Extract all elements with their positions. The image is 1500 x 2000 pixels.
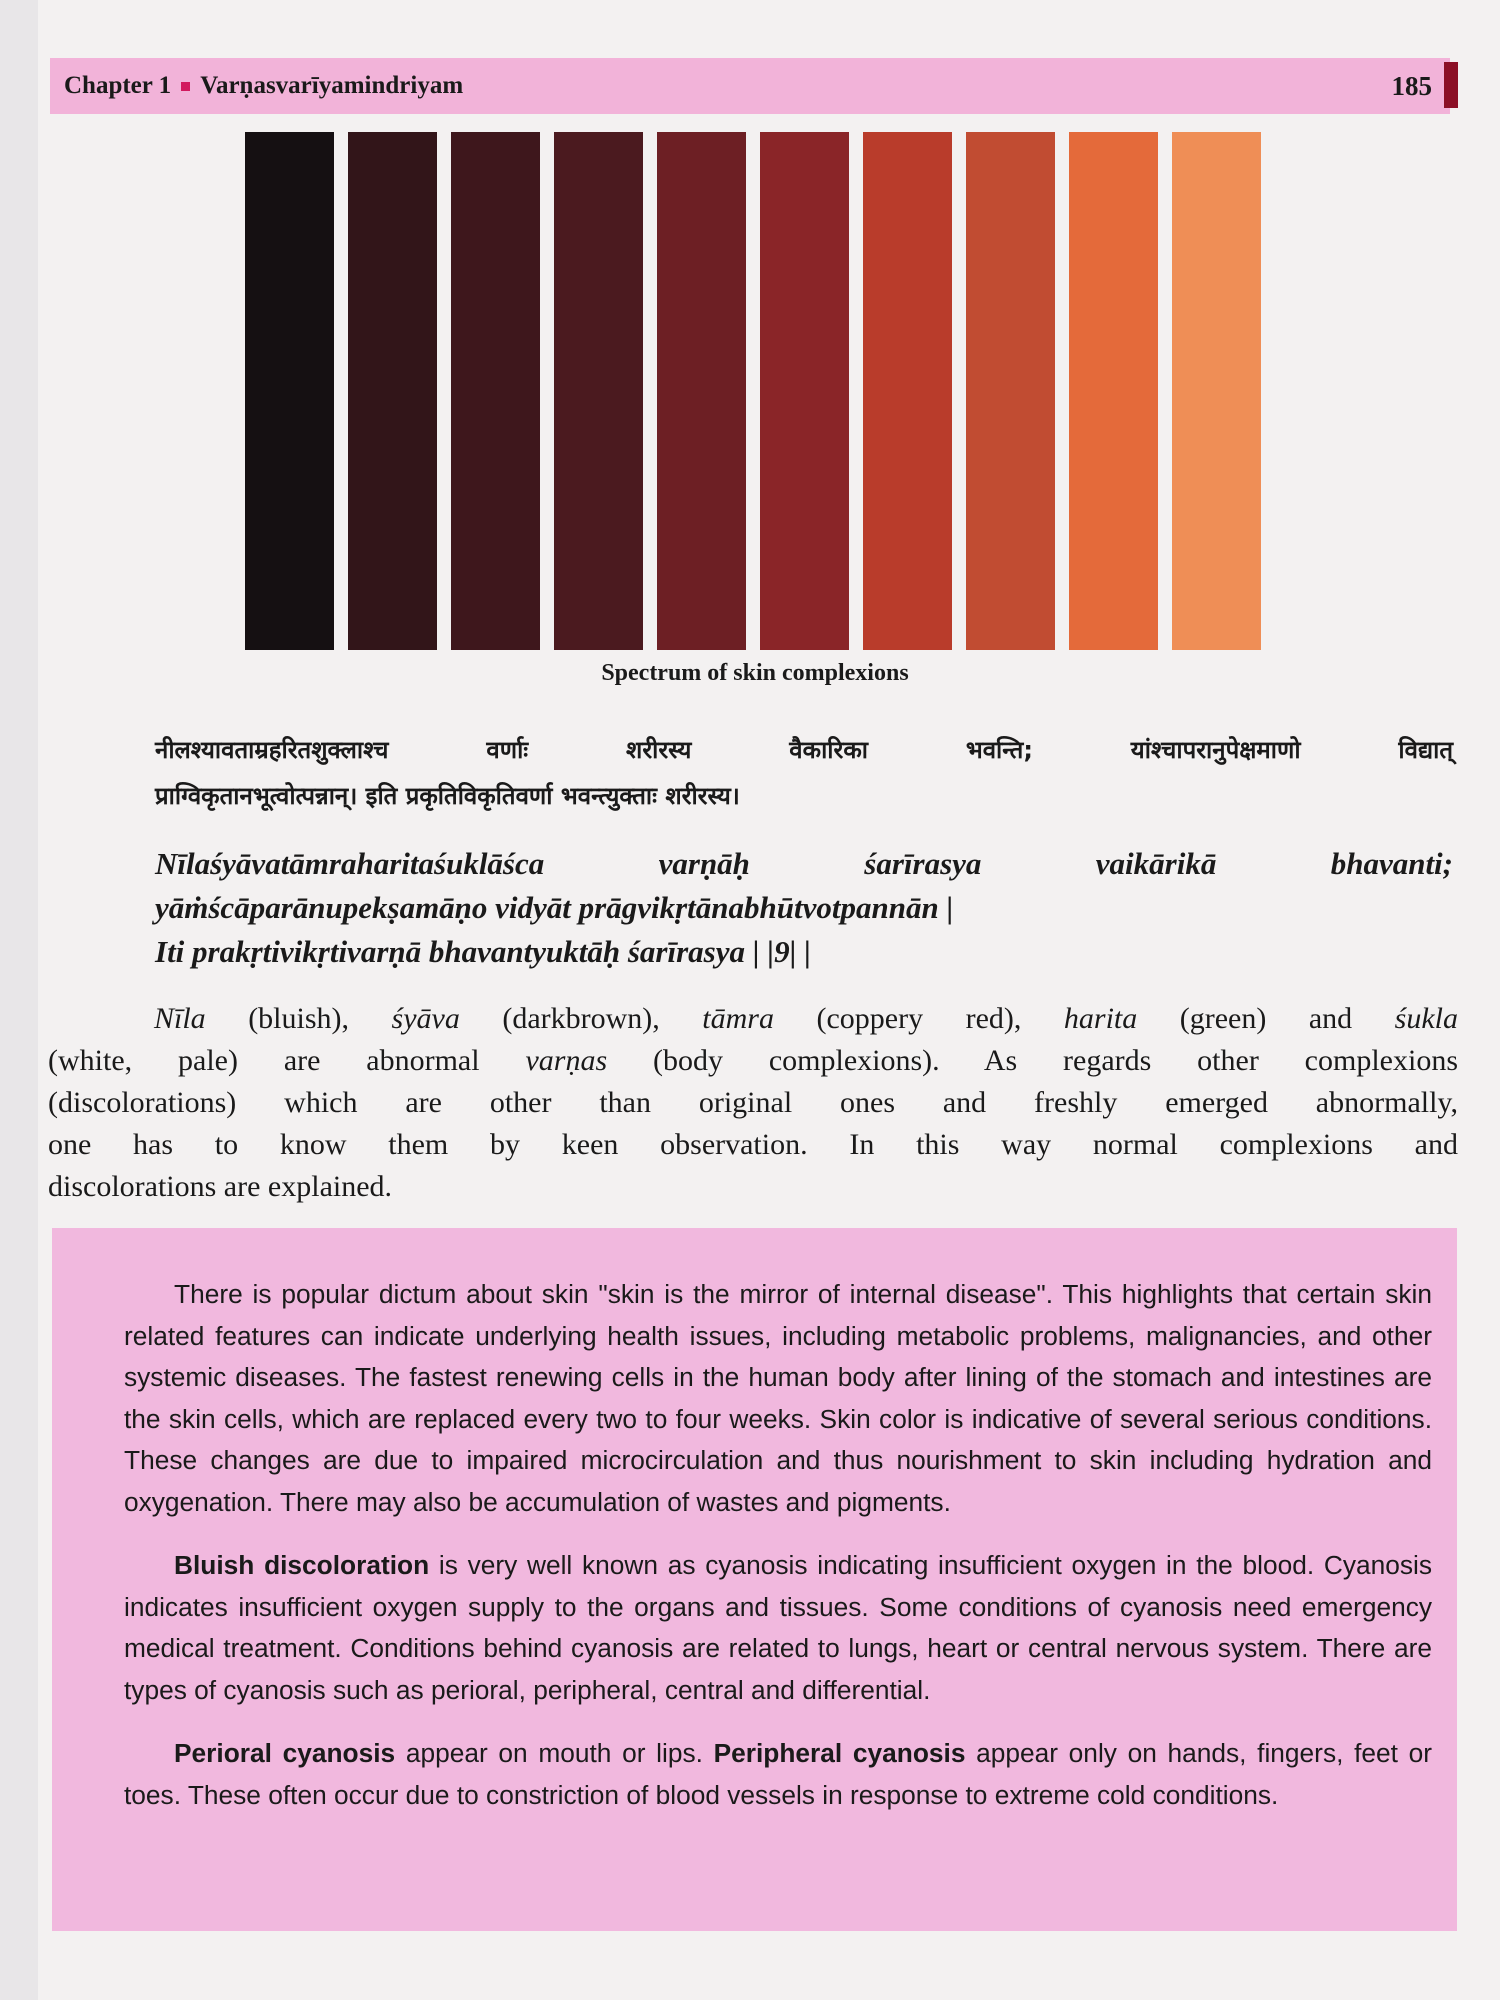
translation-line-1 [48,998,1458,1040]
sanskrit-line-1: नीलश्यावताम्रहरितशुक्लाश्च वर्णाः शरीरस्य वैकारिका भवन्ति; यांश्चापरानुपेक्षमाणो विद्यात् [155,736,1453,764]
text: (body complexions). As regards other complexions [607,1044,1458,1077]
color-swatch-6 [760,132,849,650]
color-swatch-8 [966,132,1055,650]
term-harita: harita [1063,1002,1138,1035]
translation-line-2 [48,1040,1458,1082]
paragraph-text: There is popular dictum about skin "skin is the mirror of internal disease". This highlights that certain skin related features can indicate underlying health issues, including metabolic problems, malignancies, and other systemic diseases. The fastest renewing cells in the human body after lining of the stomach and intestines are the skin cells, which are replaced every two to four weeks. Skin color is indicative of several serious conditions. These changes are due to impaired microcirculation and thus nourishment to skin including hydration and oxygenation. There may also be accumulation of wastes and pigments. [124,1279,1432,1517]
bold-term: Perioral cyanosis [174,1738,396,1768]
skin-complexion-spectrum [245,132,1265,650]
page-marker-tab [1444,62,1458,108]
translation-line-4: one has to know them by keen observation. In this way normal complexions and [48,1128,1458,1161]
chapter-label: Chapter 1 [64,72,172,99]
commentary-paragraph-1 [52,1274,1432,1523]
running-header [50,58,1450,114]
commentary-box [52,1228,1457,1931]
text: (coppery red), [773,1002,1064,1035]
color-swatch-3 [451,132,540,650]
color-swatch-2 [348,132,437,650]
transliteration [155,842,1453,974]
color-swatch-4 [554,132,643,650]
translit-line-2: yāṁścāparānupekṣamāṇo vidyāt prāgvikṛtānabhūtvotpannān | [155,890,954,925]
page-edge [0,0,38,2000]
color-swatch-1 [245,132,334,650]
page-number: 185 [1391,70,1432,101]
paragraph-text: is very well known as cyanosis indicating insufficient oxygen in the blood. Cyanosis indicates insufficient oxygen supply to the organs and tissues. Some conditions of cyanosis need emergency medical treatment. Conditions behind cyanosis are related to lungs, heart or central nervous system. There are types of cyanosis such as perioral, peripheral, central and differential. [124,1550,1432,1705]
term-varnas: varṇas [525,1044,608,1077]
term-nila: Nīla [154,1002,206,1035]
sanskrit-line-2: प्राग्विकृतानभूत्वोत्पन्नान्। इति प्रकृतिविकृतिवर्णा भवन्त्युक्ताः शरीरस्य। [155,782,740,810]
header-left [64,72,463,100]
commentary-paragraph-3 [52,1733,1432,1816]
text: (white, pale) are abnormal [48,1044,526,1077]
term-tamra: tāmra [702,1002,774,1035]
text: (bluish), [205,1002,392,1035]
chapter-title: Varṇasvarīyamindriyam [200,72,464,99]
color-swatch-5 [657,132,746,650]
color-swatch-7 [863,132,952,650]
sanskrit-verse [155,727,1453,819]
bold-term: Peripheral cyanosis [713,1738,966,1768]
paragraph-text: appear only on hands, fingers, feet or toes. These often occur due to constriction of blood vessels in response to extreme cold conditions. [124,1738,1432,1810]
bold-term: Bluish discoloration [174,1550,430,1580]
translit-line-3: Iti prakṛtivikṛtivarṇā bhavantyuktāḥ śarīrasya | |9| | [155,934,812,969]
text: (green) and [1137,1002,1395,1035]
color-swatch-9 [1069,132,1158,650]
term-syava: śyāva [391,1002,460,1035]
figure-caption: Spectrum of skin complexions [601,660,909,686]
translation-line-5: discolorations are explained. [48,1170,393,1203]
translation [48,998,1458,1208]
commentary-paragraph-2 [52,1545,1432,1711]
translation-line-3: (discolorations) which are other than original ones and freshly emerged abnormally, [48,1086,1458,1119]
term-sukla: śukla [1394,1002,1458,1035]
paragraph-text: appear on mouth or lips. [395,1738,714,1768]
text: (darkbrown), [459,1002,703,1035]
header-separator [181,82,190,91]
translit-line-1: Nīlaśyāvatāmraharitaśuklāśca varṇāḥ śarīrasya vaikārikā bhavanti; [155,846,1453,881]
color-swatch-10 [1172,132,1261,650]
